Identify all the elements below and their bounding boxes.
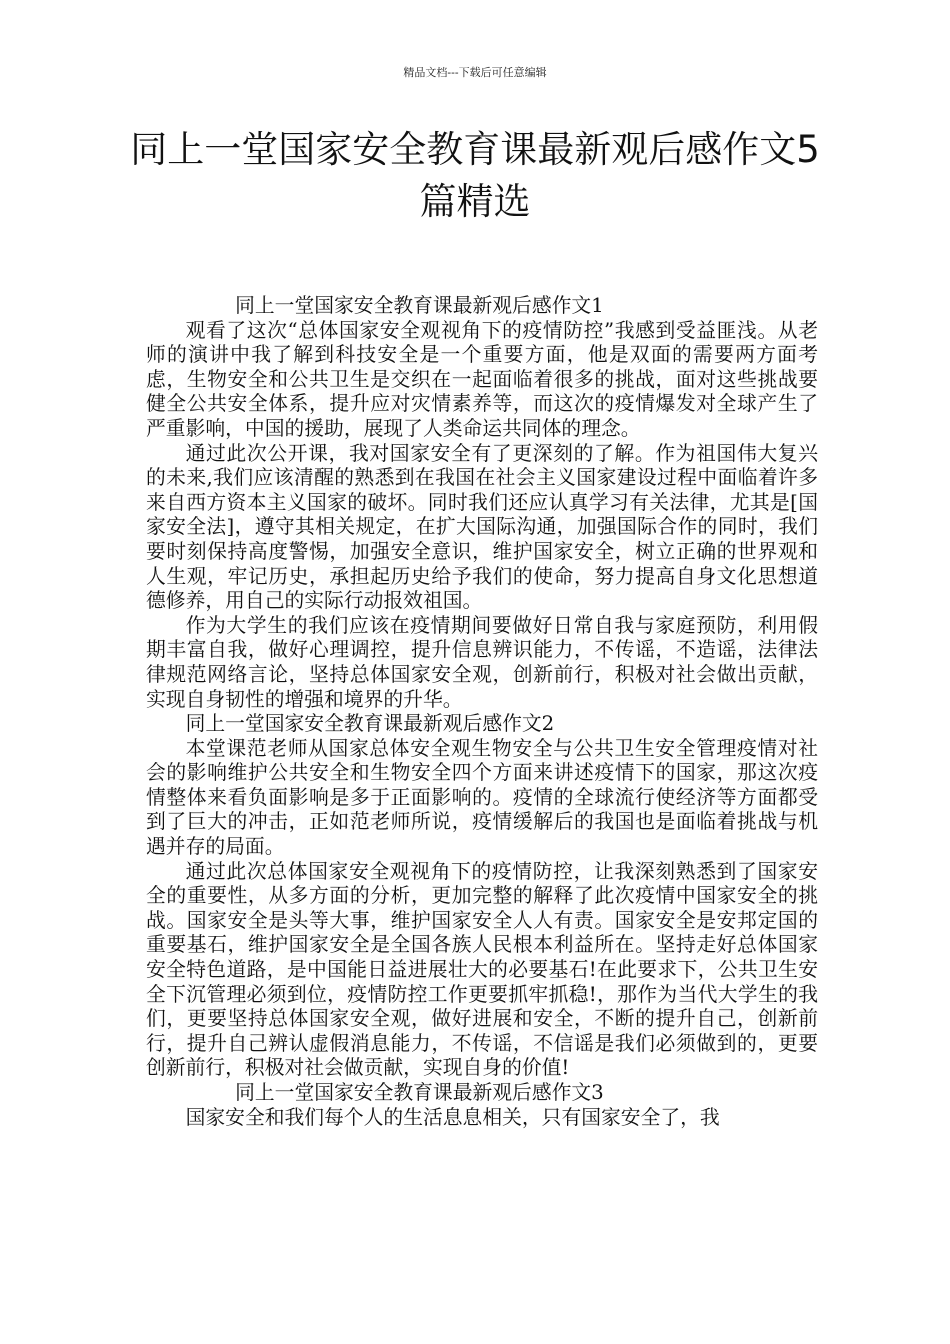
paragraph-4: 本堂课范老师从国家总体安全观生物安全与公共卫生安全管理疫情对社会的影响维护公共安全和生物安全四个方面来讲述疫情下的国家，那这次疫情整体来看负面影响是多于正面影响的。疫情的全球流行使经济等方面都受到了巨大的冲击，正如范老师所说，疫情缓解后的我国也是面临着挑战与机遇并存的局面。 <box>146 736 818 859</box>
paragraph-6: 国家安全和我们每个人的生活息息相关，只有国家安全了，我 <box>185 1105 720 1129</box>
page-header: 精品文档---下载后可任意编辑 <box>403 66 547 79</box>
section-heading-2: 同上一堂国家安全教育课最新观后感作文2 <box>185 712 555 736</box>
section-heading-1: 同上一堂国家安全教育课最新观后感作文1 <box>235 294 604 317</box>
paragraph-2: 通过此次公开课，我对国家安全有了更深刻的了解。作为祖国伟大复兴的未来,我们应该清醒的熟悉到在我国在社会主义国家建设过程中面临着许多来自西方资本主义国家的破坏。同时我们还应认真学习有关法律，尤其是[国家安全法]，遵守其相关规定，在扩大国际沟通，加强国际合作的同时，我们要时刻保持高度警惕，加强安全意识，维护国家安全，树立正确的世界观和人生观，牢记历史，承担起历史给予我们的使命，努力提高自身文化思想道德修养，用自己的实际行动报效祖国。 <box>146 441 818 613</box>
document-title: 同上一堂国家安全教育课最新观后感作文5篇精选 <box>130 128 820 223</box>
section-heading-3: 同上一堂国家安全教育课最新观后感作文3 <box>235 1081 604 1104</box>
paragraph-3: 作为大学生的我们应该在疫情期间要做好日常自我与家庭预防，利用假期丰富自我，做好心理调控，提升信息辨识能力，不传谣，不造谣，法律法律规范网络言论，坚持总体国家安全观，创新前行，积极对社会做出贡献，实现自身韧性的增强和境界的升华。 <box>146 613 818 711</box>
paragraph-1: 观看了这次“总体国家安全观视角下的疫情防控”我感到受益匪浅。从老师的演讲中我了解到科技安全是一个重要方面，他是双面的需要两方面考虑，生物安全和公共卫生是交织在一起面临着很多的挑战，面对这些挑战要健全公共安全体系，提升应对灾情素养等，而这次的疫情爆发对全球产生了严重影响，中国的援助，展现了人类命运共同体的理念。 <box>146 318 818 440</box>
document-body <box>146 294 818 1130</box>
paragraph-5: 通过此次总体国家安全观视角下的疫情防控，让我深刻熟悉到了国家安全的重要性，从多方面的分析，更加完整的解释了此次疫情中国家安全的挑战。国家安全是头等大事，维护国家安全人人有责。国家安全是安邦定国的重要基石，维护国家安全是全国各族人民根本利益所在。坚持走好总体国家安全特色道路，是中国能日益进展壮大的必要基石!在此要求下，公共卫生安全下沉管理必须到位，疫情防控工作更要抓牢抓稳!，那作为当代大学生的我们，更要坚持总体国家安全观，做好进展和安全，不断的提升自己，创新前行，提升自己辨认虚假消息能力，不传谣，不信谣是我们必须做到的，更要创新前行，积极对社会做贡献，实现自身的价值! <box>146 859 818 1080</box>
